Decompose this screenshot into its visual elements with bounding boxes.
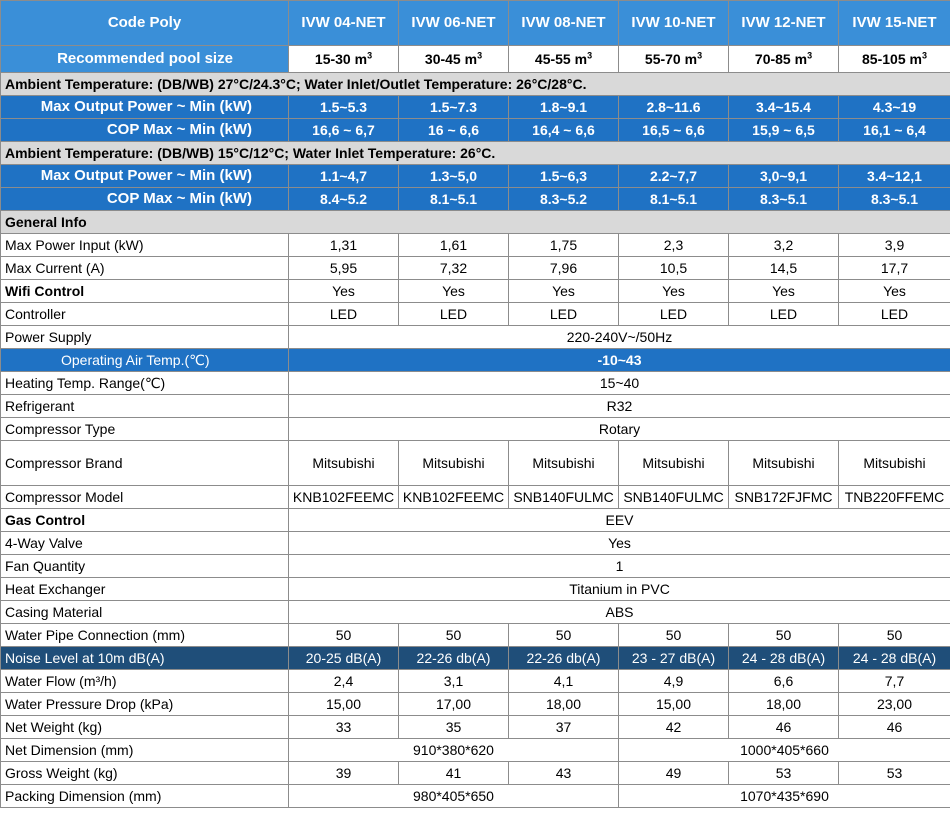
value-cell: 23,00: [839, 693, 950, 716]
value-cell: 910*380*620: [289, 739, 619, 762]
value-cell: EEV: [289, 509, 950, 532]
value-cell: 1,31: [289, 234, 399, 257]
code-poly-header: Code Poly: [1, 1, 289, 46]
value-cell: 4,9: [619, 670, 729, 693]
fan-quantity-row: [1, 555, 950, 578]
cop-row: [1, 119, 950, 142]
row-label: Fan Quantity: [1, 555, 289, 578]
value-cell: 24 - 28 dB(A): [729, 647, 839, 670]
value-cell: 15,00: [619, 693, 729, 716]
heating-range-row: [1, 372, 950, 395]
value-cell: 2,3: [619, 234, 729, 257]
row-label: Gas Control: [1, 509, 289, 532]
pool-size-cell: 30-45 $m^3$: [399, 46, 509, 73]
value-cell: 35: [399, 716, 509, 739]
packing-dimension-row: [1, 785, 950, 808]
general-info-heading: General Info: [1, 211, 950, 234]
water-pipe-row: [1, 624, 950, 647]
value-cell: 3,9: [839, 234, 950, 257]
value-cell: 50: [729, 624, 839, 647]
value-cell: 8.1~5.1: [619, 188, 729, 211]
value-cell: 15~40: [289, 372, 950, 395]
value-cell: 7,7: [839, 670, 950, 693]
value-cell: Mitsubishi: [289, 441, 399, 486]
refrigerant-row: [1, 395, 950, 418]
ambient-condition-2: Ambient Temperature: (DB/WB) 15°C/12°C; Water Inlet Temperature: 26°C.: [1, 142, 950, 165]
value-cell: 46: [839, 716, 950, 739]
value-cell: 8.4~5.2: [289, 188, 399, 211]
value-cell: 53: [729, 762, 839, 785]
value-cell: 980*405*650: [289, 785, 619, 808]
value-cell: 16,4 ~ 6,6: [509, 119, 619, 142]
row-label: Net Dimension (mm): [1, 739, 289, 762]
value-cell: Rotary: [289, 418, 950, 441]
value-cell: Yes: [399, 280, 509, 303]
value-cell: 8.3~5.1: [729, 188, 839, 211]
value-cell: 7,32: [399, 257, 509, 280]
value-cell: 1.3~5,0: [399, 165, 509, 188]
cop-row: [1, 188, 950, 211]
compressor-type-row: [1, 418, 950, 441]
value-cell: 15,00: [289, 693, 399, 716]
row-label: Max Power Input (kW): [1, 234, 289, 257]
value-cell: 3.4~15.4: [729, 96, 839, 119]
value-cell: SNB140FULMC: [619, 486, 729, 509]
model-header: IVW 10-NET: [619, 1, 729, 46]
value-cell: 49: [619, 762, 729, 785]
value-cell: 43: [509, 762, 619, 785]
row-label: Compressor Brand: [1, 441, 289, 486]
value-cell: 50: [509, 624, 619, 647]
value-cell: 3.4~12,1: [839, 165, 950, 188]
row-label: Power Supply: [1, 326, 289, 349]
output-power-row: [1, 165, 950, 188]
value-cell: Yes: [509, 280, 619, 303]
row-label: Max Output Power ~ Min (kW): [1, 96, 289, 119]
pool-size-cell: 45-55 $m^3$: [509, 46, 619, 73]
row-label: Operating Air Temp.(℃): [1, 349, 289, 372]
value-cell: 15,9 ~ 6,5: [729, 119, 839, 142]
value-cell: Mitsubishi: [619, 441, 729, 486]
value-cell: -10~43: [289, 349, 950, 372]
row-label: Water Flow (m³/h): [1, 670, 289, 693]
casing-material-row: [1, 601, 950, 624]
value-cell: 5,95: [289, 257, 399, 280]
pressure-drop-row: [1, 693, 950, 716]
value-cell: 50: [289, 624, 399, 647]
value-cell: 33: [289, 716, 399, 739]
model-header: IVW 08-NET: [509, 1, 619, 46]
gross-weight-row: [1, 762, 950, 785]
row-label: Packing Dimension (mm): [1, 785, 289, 808]
value-cell: 16,1 ~ 6,4: [839, 119, 950, 142]
row-label: Controller: [1, 303, 289, 326]
value-cell: Titanium in PVC: [289, 578, 950, 601]
value-cell: Mitsubishi: [839, 441, 950, 486]
value-cell: 37: [509, 716, 619, 739]
value-cell: 8.3~5.2: [509, 188, 619, 211]
row-label: Compressor Type: [1, 418, 289, 441]
model-header: IVW 12-NET: [729, 1, 839, 46]
row-label: Heating Temp. Range(℃): [1, 372, 289, 395]
value-cell: 16,6 ~ 6,7: [289, 119, 399, 142]
pool-size-label: Recommended pool size: [1, 46, 289, 73]
pool-size-cell: 70-85 $m^3$: [729, 46, 839, 73]
value-cell: 17,00: [399, 693, 509, 716]
pool-size-cell: 55-70 $m^3$: [619, 46, 729, 73]
value-cell: 39: [289, 762, 399, 785]
compressor-brand-row: [1, 441, 950, 486]
compressor-model-row: [1, 486, 950, 509]
value-cell: 1.1~4,7: [289, 165, 399, 188]
model-header: IVW 06-NET: [399, 1, 509, 46]
value-cell: Mitsubishi: [509, 441, 619, 486]
value-cell: 16,5 ~ 6,6: [619, 119, 729, 142]
value-cell: 1.5~7.3: [399, 96, 509, 119]
value-cell: R32: [289, 395, 950, 418]
value-cell: 8.3~5.1: [839, 188, 950, 211]
value-cell: Yes: [839, 280, 950, 303]
value-cell: LED: [399, 303, 509, 326]
row-label: Compressor Model: [1, 486, 289, 509]
value-cell: 1,61: [399, 234, 509, 257]
value-cell: 22-26 db(A): [509, 647, 619, 670]
row-label: Max Current (A): [1, 257, 289, 280]
value-cell: 8.1~5.1: [399, 188, 509, 211]
row-label: Noise Level at 10m dB(A): [1, 647, 289, 670]
row-label: Gross Weight (kg): [1, 762, 289, 785]
value-cell: 1070*435*690: [619, 785, 950, 808]
value-cell: 16 ~ 6,6: [399, 119, 509, 142]
value-cell: 50: [619, 624, 729, 647]
heat-exchanger-row: [1, 578, 950, 601]
model-header: IVW 04-NET: [289, 1, 399, 46]
value-cell: 2.8~11.6: [619, 96, 729, 119]
value-cell: 46: [729, 716, 839, 739]
value-cell: 18,00: [729, 693, 839, 716]
model-header: IVW 15-NET: [839, 1, 950, 46]
value-cell: ABS: [289, 601, 950, 624]
pool-size-row: [1, 46, 950, 73]
value-cell: Yes: [289, 532, 950, 555]
value-cell: 53: [839, 762, 950, 785]
value-cell: 10,5: [619, 257, 729, 280]
value-cell: 41: [399, 762, 509, 785]
value-cell: Yes: [729, 280, 839, 303]
value-cell: 24 - 28 dB(A): [839, 647, 950, 670]
row-label: Water Pressure Drop (kPa): [1, 693, 289, 716]
row-label: Refrigerant: [1, 395, 289, 418]
row-label: Heat Exchanger: [1, 578, 289, 601]
value-cell: 4,1: [509, 670, 619, 693]
value-cell: 14,5: [729, 257, 839, 280]
section-heading: [1, 73, 950, 96]
value-cell: 1.8~9.1: [509, 96, 619, 119]
value-cell: KNB102FEEMC: [289, 486, 399, 509]
four-way-valve-row: [1, 532, 950, 555]
water-flow-row: [1, 670, 950, 693]
value-cell: 4.3~19: [839, 96, 950, 119]
net-weight-row: [1, 716, 950, 739]
value-cell: Mitsubishi: [399, 441, 509, 486]
value-cell: 3,0~9,1: [729, 165, 839, 188]
value-cell: 50: [399, 624, 509, 647]
value-cell: 1: [289, 555, 950, 578]
value-cell: 3,1: [399, 670, 509, 693]
value-cell: 7,96: [509, 257, 619, 280]
wifi-control-row: [1, 280, 950, 303]
value-cell: 1,75: [509, 234, 619, 257]
ambient-condition-1: Ambient Temperature: (DB/WB) 27°C/24.3°C; Water Inlet/Outlet Temperature: 26°C/28°C.: [1, 73, 950, 96]
pool-size-cell: 15-30 $m^3$: [289, 46, 399, 73]
noise-level-row: [1, 647, 950, 670]
header-row: [1, 1, 950, 46]
value-cell: 1000*405*660: [619, 739, 950, 762]
value-cell: 18,00: [509, 693, 619, 716]
value-cell: 22-26 db(A): [399, 647, 509, 670]
net-dimension-row: [1, 739, 950, 762]
row-label: Max Output Power ~ Min (kW): [1, 165, 289, 188]
value-cell: 220-240V~/50Hz: [289, 326, 950, 349]
value-cell: SNB140FULMC: [509, 486, 619, 509]
value-cell: 20-25 dB(A): [289, 647, 399, 670]
output-power-row: [1, 96, 950, 119]
max-current-row: [1, 257, 950, 280]
value-cell: Yes: [619, 280, 729, 303]
row-label: 4-Way Valve: [1, 532, 289, 555]
controller-row: [1, 303, 950, 326]
row-label: Wifi Control: [1, 280, 289, 303]
pool-size-cell: 85-105 $m^3$: [839, 46, 950, 73]
max-power-row: [1, 234, 950, 257]
row-label: Net Weight (kg): [1, 716, 289, 739]
gas-control-row: [1, 509, 950, 532]
power-supply-row: [1, 326, 950, 349]
value-cell: 2.2~7,7: [619, 165, 729, 188]
row-label: Casing Material: [1, 601, 289, 624]
value-cell: LED: [839, 303, 950, 326]
value-cell: 3,2: [729, 234, 839, 257]
value-cell: 1.5~6,3: [509, 165, 619, 188]
value-cell: 1.5~5.3: [289, 96, 399, 119]
row-label: COP Max ~ Min (kW): [1, 119, 289, 142]
value-cell: 42: [619, 716, 729, 739]
value-cell: 6,6: [729, 670, 839, 693]
value-cell: SNB172FJFMC: [729, 486, 839, 509]
row-label: Water Pipe Connection (mm): [1, 624, 289, 647]
value-cell: 2,4: [289, 670, 399, 693]
value-cell: Mitsubishi: [729, 441, 839, 486]
value-cell: KNB102FEEMC: [399, 486, 509, 509]
operating-air-temp-row: [1, 349, 950, 372]
value-cell: LED: [619, 303, 729, 326]
value-cell: 17,7: [839, 257, 950, 280]
value-cell: TNB220FFEMC: [839, 486, 950, 509]
section-heading: [1, 211, 950, 234]
value-cell: LED: [509, 303, 619, 326]
value-cell: Yes: [289, 280, 399, 303]
value-cell: 23 - 27 dB(A): [619, 647, 729, 670]
value-cell: LED: [289, 303, 399, 326]
row-label: COP Max ~ Min (kW): [1, 188, 289, 211]
section-heading: [1, 142, 950, 165]
value-cell: LED: [729, 303, 839, 326]
value-cell: 50: [839, 624, 950, 647]
